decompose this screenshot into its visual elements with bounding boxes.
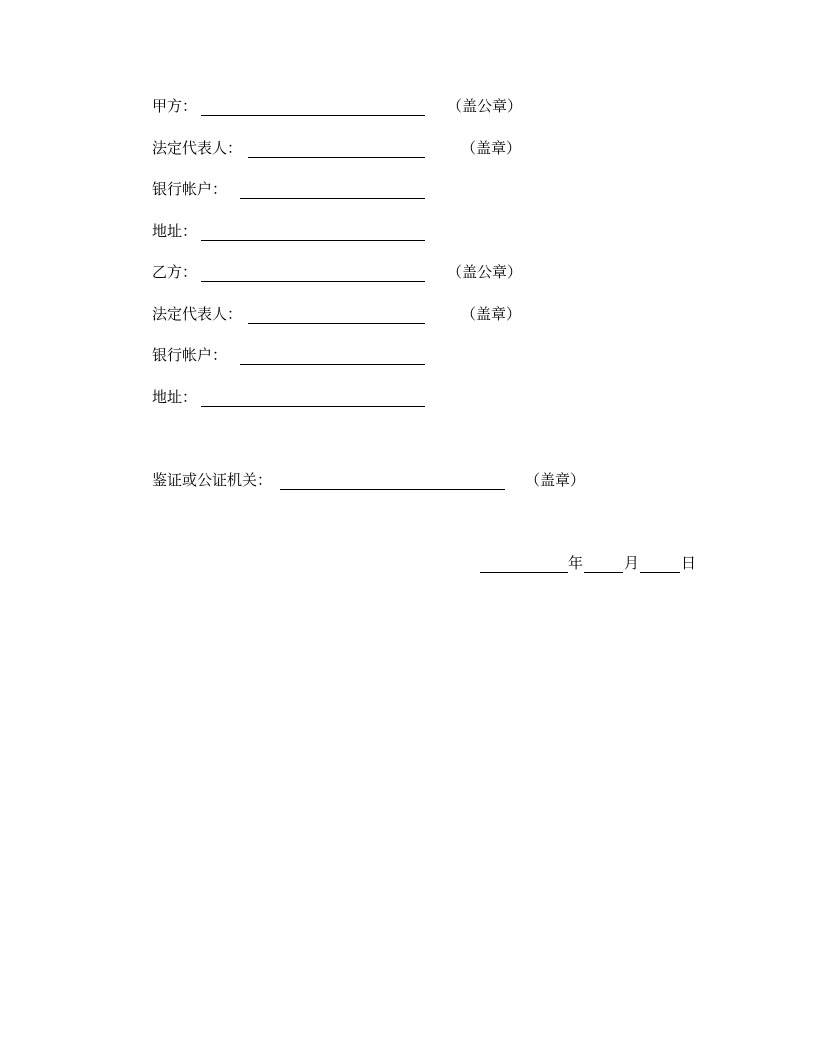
party-a-rep-line[interactable] (248, 157, 425, 158)
party-a-address-line[interactable] (201, 240, 425, 241)
month-label: 月 (624, 554, 640, 572)
notary-label: 鉴证或公证机关： (152, 471, 273, 489)
date-row (480, 552, 700, 574)
party-a-bank-row (152, 178, 532, 200)
year-label: 年 (568, 554, 584, 572)
party-a-bank-label: 银行帐户： (152, 180, 228, 198)
notary-seal: （盖章） (525, 471, 586, 489)
party-a-name-line[interactable] (201, 115, 425, 116)
party-a-rep-seal: （盖章） (461, 139, 522, 157)
party-a-address-label: 地址： (152, 222, 198, 240)
party-b-bank-row (152, 344, 532, 366)
party-a-rep-row (152, 137, 532, 159)
notary-row (152, 469, 612, 491)
party-b-rep-label: 法定代表人： (152, 305, 243, 323)
party-a-name-row (152, 95, 532, 117)
party-a-address-row (152, 220, 532, 242)
month-line[interactable] (584, 572, 623, 573)
party-b-address-row (152, 386, 532, 408)
party-b-name-label: 乙方： (152, 263, 198, 281)
party-b-name-line[interactable] (201, 281, 425, 282)
party-b-address-label: 地址： (152, 388, 198, 406)
day-label: 日 (681, 554, 697, 572)
notary-line[interactable] (280, 489, 505, 490)
year-line[interactable] (480, 572, 568, 573)
day-line[interactable] (640, 572, 680, 573)
party-b-rep-row (152, 303, 532, 325)
party-b-name-row (152, 261, 532, 283)
party-b-rep-seal: （盖章） (461, 305, 522, 323)
party-a-name-seal: （盖公章） (447, 97, 523, 115)
party-b-rep-line[interactable] (248, 323, 425, 324)
party-a-name-label: 甲方： (152, 97, 198, 115)
party-b-bank-label: 银行帐户： (152, 346, 228, 364)
party-b-bank-line[interactable] (240, 364, 425, 365)
party-a-bank-line[interactable] (240, 198, 425, 199)
party-b-name-seal: （盖公章） (447, 263, 523, 281)
party-b-address-line[interactable] (201, 406, 425, 407)
party-a-rep-label: 法定代表人： (152, 139, 243, 157)
